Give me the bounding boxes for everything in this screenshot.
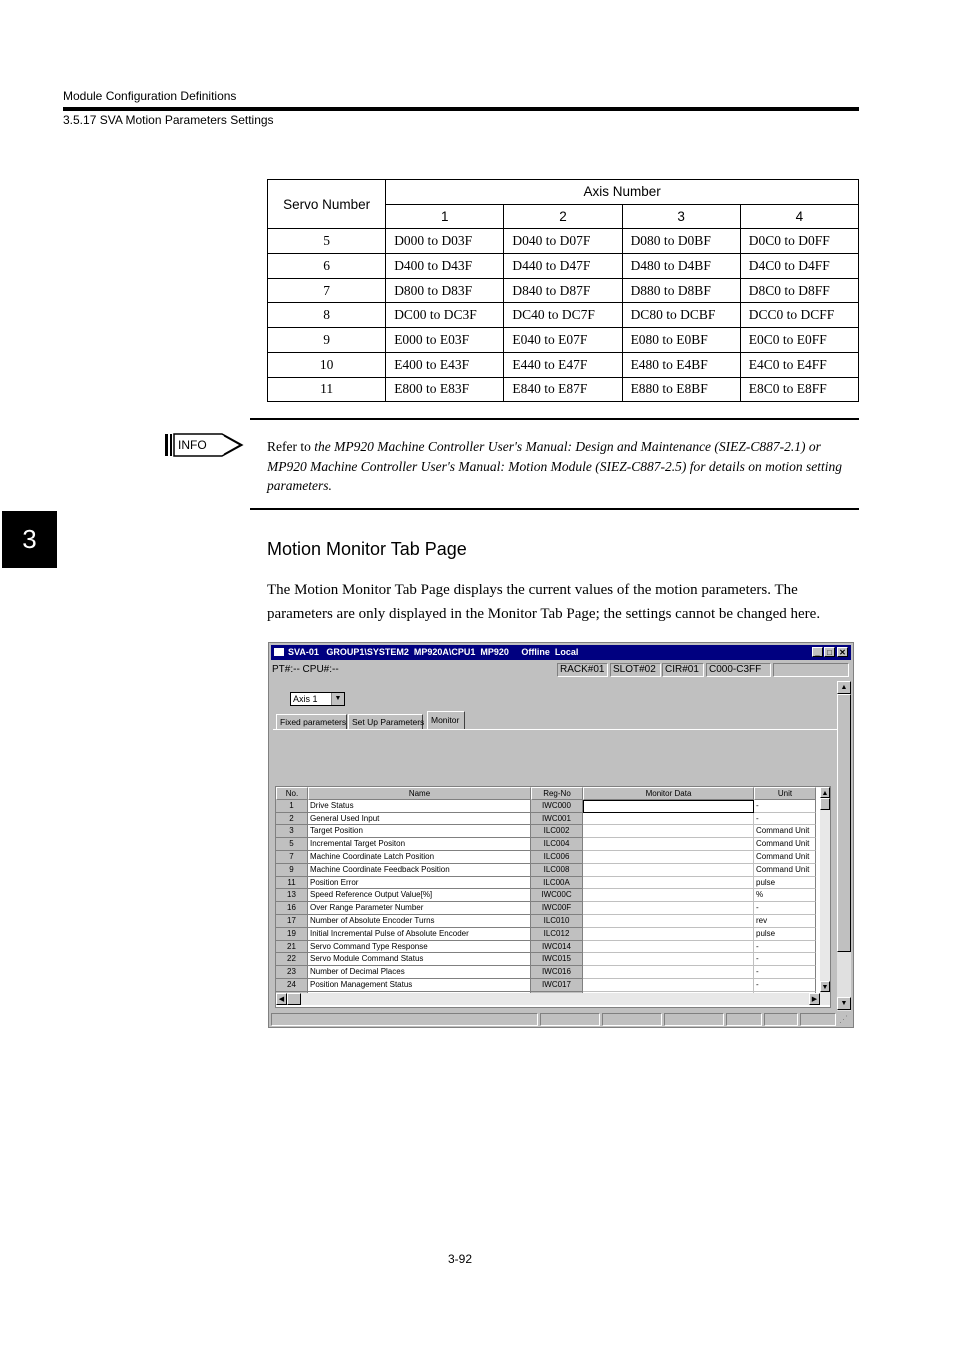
row-reg-cell: IWC001 <box>531 813 583 826</box>
row-unit-cell: - <box>754 813 816 826</box>
section-title: Motion Monitor Tab Page <box>267 539 467 559</box>
table-row[interactable] <box>276 941 816 954</box>
row-name-cell: Incremental Target Positon <box>308 838 531 851</box>
address-range-cell: E8C0 to E8FF <box>740 377 858 402</box>
servo-number-cell: 7 <box>268 278 386 303</box>
axis-number-header: Axis Number <box>386 180 859 205</box>
table-row[interactable] <box>276 902 816 915</box>
axis-select-value: Axis 1 <box>293 694 318 704</box>
address-row <box>268 352 859 377</box>
address-range-cell: E480 to E4BF <box>622 352 740 377</box>
axis-col-header: 2 <box>504 204 622 229</box>
address-range-cell: D880 to D8BF <box>622 278 740 303</box>
table-row[interactable] <box>276 838 816 851</box>
address-range-cell: E040 to E07F <box>504 328 622 353</box>
tab-set-up-parameters[interactable]: Set Up Parameters <box>348 714 423 730</box>
info-icon <box>164 432 244 458</box>
page-number: 3-92 <box>448 1252 473 1266</box>
row-no-cell: 23 <box>276 966 308 979</box>
info-top-rule <box>250 418 859 420</box>
row-reg-cell: ILC010 <box>531 915 583 928</box>
address-range-cell: D080 to D0BF <box>622 229 740 254</box>
row-unit-cell: Command Unit <box>754 838 816 851</box>
row-reg-cell: IWC000 <box>531 800 583 813</box>
address-range-cell: D480 to D4BF <box>622 254 740 279</box>
address-range-cell: D4C0 to D4FF <box>740 254 858 279</box>
row-reg-cell: IWC017 <box>531 979 583 992</box>
row-no-cell: 5 <box>276 838 308 851</box>
col-header-monitor[interactable]: Monitor Data <box>583 787 754 800</box>
row-monitor-cell[interactable] <box>583 979 754 992</box>
window-titlebar <box>271 645 851 660</box>
row-monitor-cell[interactable] <box>583 941 754 954</box>
servo-number-cell: 8 <box>268 303 386 328</box>
info-icon-label: INFO <box>178 438 207 452</box>
row-unit-cell: - <box>754 953 816 966</box>
row-name-cell: Position Error <box>308 877 531 890</box>
row-no-cell: 11 <box>276 877 308 890</box>
slot-field: SLOT#02 <box>610 663 661 677</box>
address-row <box>268 303 859 328</box>
address-range-cell: DC40 to DC7F <box>504 303 622 328</box>
tab-panel-edge <box>273 729 837 730</box>
address-range-cell: DCC0 to DCFF <box>740 303 858 328</box>
row-monitor-cell[interactable] <box>583 902 754 915</box>
status-cell <box>271 1013 538 1026</box>
row-name-cell: Servo Module Command Status <box>308 953 531 966</box>
sva-window <box>268 642 854 1028</box>
row-name-cell: Machine Coordinate Feedback Position <box>308 864 531 877</box>
row-no-cell: 19 <box>276 928 308 941</box>
address-range-cell: E800 to E83F <box>386 377 504 402</box>
row-reg-cell: ILC004 <box>531 838 583 851</box>
row-no-cell: 3 <box>276 825 308 838</box>
address-range-cell: E880 to E8BF <box>622 377 740 402</box>
status-cell <box>602 1013 662 1026</box>
row-unit-cell: Command Unit <box>754 825 816 838</box>
address-range-cell: DC80 to DCBF <box>622 303 740 328</box>
address-row <box>268 278 859 303</box>
row-name-cell: Drive Status <box>308 800 531 813</box>
row-unit-cell: - <box>754 902 816 915</box>
address-row <box>268 254 859 279</box>
row-monitor-cell[interactable] <box>583 864 754 877</box>
axis-col-header: 4 <box>740 204 858 229</box>
table-row[interactable] <box>276 825 816 838</box>
row-no-cell: 1 <box>276 800 308 813</box>
servo-address-table <box>267 179 859 402</box>
servo-number-cell: 11 <box>268 377 386 402</box>
address-range-cell: D840 to D87F <box>504 278 622 303</box>
table-row[interactable] <box>276 928 816 941</box>
row-unit-cell: - <box>754 800 816 813</box>
pt-cpu-label: PT#:-- CPU#:-- <box>272 664 339 675</box>
row-reg-cell: IWC015 <box>531 953 583 966</box>
grid-hscroll-thumb[interactable] <box>287 993 301 1005</box>
grid-header-row <box>276 787 816 800</box>
row-name-cell: Speed Reference Output Value[%] <box>308 889 531 902</box>
address-range-cell: E000 to E03F <box>386 328 504 353</box>
row-name-cell: Number of Absolute Encoder Turns <box>308 915 531 928</box>
table-row[interactable] <box>276 966 816 979</box>
resize-grip-icon[interactable]: ⋰ <box>839 1014 848 1024</box>
status-cell <box>764 1013 798 1026</box>
monitor-grid <box>275 786 831 1008</box>
info-lead: Refer to <box>267 439 315 454</box>
axis-select[interactable] <box>290 692 345 706</box>
info-bar-blank-field <box>773 663 849 677</box>
row-reg-cell: ILC006 <box>531 851 583 864</box>
tab-monitor[interactable]: Monitor <box>427 711 465 730</box>
info-note <box>267 437 862 496</box>
close-button[interactable]: ✕ <box>837 647 848 657</box>
rack-field: RACK#01 <box>557 663 608 677</box>
window-app-icon <box>274 648 284 656</box>
window-scroll-up-icon[interactable]: ▲ <box>837 681 851 694</box>
grid-scroll-up-icon[interactable]: ▲ <box>820 787 830 798</box>
row-monitor-cell[interactable] <box>583 889 754 902</box>
window-status-bar <box>271 1013 851 1026</box>
row-unit-cell: - <box>754 979 816 992</box>
row-monitor-cell[interactable] <box>583 851 754 864</box>
row-name-cell: Target Position <box>308 825 531 838</box>
address-range-cell: D000 to D03F <box>386 229 504 254</box>
grid-scroll-thumb[interactable] <box>820 798 830 810</box>
address-range-cell: D440 to D47F <box>504 254 622 279</box>
col-header-unit[interactable]: Unit <box>754 787 816 800</box>
row-reg-cell: IWC00F <box>531 902 583 915</box>
address-range-cell: D800 to D83F <box>386 278 504 303</box>
servo-number-header: Servo Number <box>268 180 386 229</box>
address-range-cell: E0C0 to E0FF <box>740 328 858 353</box>
running-header-subsection: 3.5.17 SVA Motion Parameters Settings <box>63 113 274 127</box>
row-no-cell: 7 <box>276 851 308 864</box>
address-range-cell: D400 to D43F <box>386 254 504 279</box>
row-no-cell: 9 <box>276 864 308 877</box>
servo-number-cell: 5 <box>268 229 386 254</box>
axis-col-header: 1 <box>386 204 504 229</box>
table-row[interactable] <box>276 915 816 928</box>
row-monitor-cell[interactable] <box>583 800 754 813</box>
row-reg-cell: ILC00A <box>531 877 583 890</box>
address-range-cell: D8C0 to D8FF <box>740 278 858 303</box>
address-range-cell: D0C0 to D0FF <box>740 229 858 254</box>
row-name-cell: Servo Command Type Response <box>308 941 531 954</box>
row-monitor-cell[interactable] <box>583 877 754 890</box>
address-range-cell: E4C0 to E4FF <box>740 352 858 377</box>
header-rule <box>63 107 859 111</box>
grid-horizontal-scrollbar[interactable] <box>276 993 820 1005</box>
chapter-tab: 3 <box>2 511 57 568</box>
row-unit-cell: rev <box>754 915 816 928</box>
row-reg-cell: IWC00C <box>531 889 583 902</box>
grid-scroll-down-icon[interactable]: ▼ <box>820 981 830 992</box>
table-row[interactable] <box>276 953 816 966</box>
section-paragraph: The Motion Monitor Tab Page displays the current values of the motion parameters. The parameters are only displayed in the Monitor Tab Page; the settings cannot be changed here. <box>267 582 821 622</box>
row-unit-cell: Command Unit <box>754 864 816 877</box>
running-header-section: Module Configuration Definitions <box>63 89 237 103</box>
table-row[interactable] <box>276 864 816 877</box>
row-monitor-cell[interactable] <box>583 928 754 941</box>
row-reg-cell: ILC002 <box>531 825 583 838</box>
window-vertical-scrollbar[interactable] <box>837 681 851 1011</box>
address-row <box>268 377 859 402</box>
row-no-cell: 13 <box>276 889 308 902</box>
row-unit-cell: % <box>754 889 816 902</box>
servo-number-cell: 9 <box>268 328 386 353</box>
col-header-name[interactable]: Name <box>308 787 531 800</box>
window-title: SVA-01 GROUP1\SYSTEM2 MP920A\CPU1 MP920 Offline Local <box>288 647 579 657</box>
status-cell <box>726 1013 762 1026</box>
row-name-cell: Machine Coordinate Latch Position <box>308 851 531 864</box>
info-bottom-rule <box>250 508 859 510</box>
address-row <box>268 328 859 353</box>
row-no-cell: 16 <box>276 902 308 915</box>
address-range-cell: E400 to E43F <box>386 352 504 377</box>
address-range-cell: DC00 to DC3F <box>386 303 504 328</box>
status-cell <box>540 1013 600 1026</box>
grid-vertical-scrollbar[interactable] <box>820 787 830 1005</box>
row-reg-cell: IWC016 <box>531 966 583 979</box>
window-info-bar <box>271 662 851 678</box>
range-field: C000-C3FF <box>706 663 771 677</box>
chevron-down-icon[interactable]: ▼ <box>331 693 344 705</box>
row-no-cell: 17 <box>276 915 308 928</box>
table-row[interactable] <box>276 800 816 813</box>
row-unit-cell: - <box>754 941 816 954</box>
row-name-cell: Over Range Parameter Number <box>308 902 531 915</box>
row-name-cell: General Used Input <box>308 813 531 826</box>
row-no-cell: 24 <box>276 979 308 992</box>
servo-number-cell: 6 <box>268 254 386 279</box>
row-unit-cell: pulse <box>754 877 816 890</box>
row-no-cell: 2 <box>276 813 308 826</box>
status-cell <box>664 1013 724 1026</box>
row-monitor-cell[interactable] <box>583 966 754 979</box>
row-monitor-cell[interactable] <box>583 838 754 851</box>
row-name-cell: Position Management Status <box>308 979 531 992</box>
col-header-no[interactable]: No. <box>276 787 308 800</box>
row-unit-cell: - <box>754 966 816 979</box>
status-cell <box>800 1013 836 1026</box>
cir-field: CIR#01 <box>662 663 704 677</box>
window-scroll-down-icon[interactable]: ▼ <box>837 997 851 1010</box>
row-no-cell: 21 <box>276 941 308 954</box>
window-client-area <box>271 680 837 1010</box>
row-monitor-cell[interactable] <box>583 813 754 826</box>
row-monitor-cell[interactable] <box>583 825 754 838</box>
row-name-cell: Initial Incremental Pulse of Absolute Encoder <box>308 928 531 941</box>
address-range-cell: D040 to D07F <box>504 229 622 254</box>
row-monitor-cell[interactable] <box>583 953 754 966</box>
row-name-cell: Number of Decimal Places <box>308 966 531 979</box>
row-monitor-cell[interactable] <box>583 915 754 928</box>
grid-scroll-left-icon[interactable]: ◀ <box>276 993 287 1005</box>
table-row[interactable] <box>276 851 816 864</box>
grid-scroll-right-icon[interactable]: ▶ <box>809 993 820 1005</box>
maximize-button[interactable]: □ <box>824 647 835 657</box>
row-reg-cell: IWC014 <box>531 941 583 954</box>
servo-number-cell: 10 <box>268 352 386 377</box>
row-unit-cell: pulse <box>754 928 816 941</box>
table-row[interactable] <box>276 889 816 902</box>
axis-col-header: 3 <box>622 204 740 229</box>
row-reg-cell: ILC012 <box>531 928 583 941</box>
row-reg-cell: ILC008 <box>531 864 583 877</box>
address-range-cell: E840 to E87F <box>504 377 622 402</box>
table-row[interactable] <box>276 979 816 992</box>
address-row <box>268 229 859 254</box>
tab-fixed-parameters[interactable]: Fixed parameters <box>276 714 347 730</box>
col-header-reg[interactable]: Reg-No <box>531 787 583 800</box>
window-scroll-thumb[interactable] <box>837 694 851 952</box>
address-range-cell: E440 to E47F <box>504 352 622 377</box>
table-row[interactable] <box>276 877 816 890</box>
table-row[interactable] <box>276 813 816 826</box>
row-unit-cell: Command Unit <box>754 851 816 864</box>
row-no-cell: 22 <box>276 953 308 966</box>
minimize-button[interactable]: _ <box>812 647 823 657</box>
info-body: the MP920 Machine Controller User's Manual: Design and Maintenance (SIEZ-C887-2.1) or MP920 Machine Controller User's Manual: Motion Module (SIEZ-C887-2.5) for details on motion setting parameters. <box>267 439 842 493</box>
address-range-cell: E080 to E0BF <box>622 328 740 353</box>
